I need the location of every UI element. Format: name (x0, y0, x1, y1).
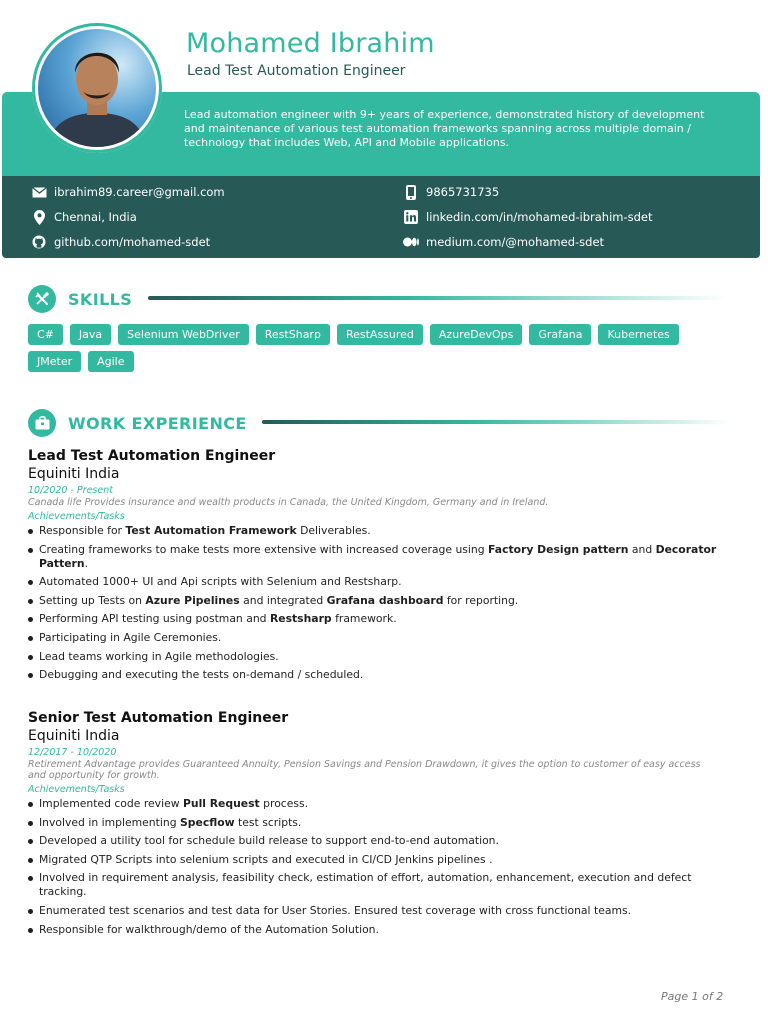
job-dates: 12/2017 - 10/2020 (28, 747, 117, 758)
medium-icon (403, 234, 419, 250)
skill-chip: AzureDevOps (430, 324, 522, 345)
skill-chip: Kubernetes (598, 324, 678, 345)
job-description: Canada life Provides insurance and wealth products in Canada, the United Kingdom, Germany and in Ireland. (28, 497, 549, 508)
task-item: Implemented code review Pull Request process. (28, 797, 738, 811)
contact-medium[interactable] (403, 234, 604, 250)
task-item: Developed a utility tool for schedule build release to support end-to-end automation. (28, 834, 738, 848)
contact-location (31, 209, 137, 225)
job-dates: 10/2020 - Present (28, 485, 113, 496)
contact-linkedin-text: linkedin.com/in/mohamed-ibrahim-sdet (426, 210, 653, 224)
skill-chip: JMeter (28, 351, 81, 372)
envelope-icon (31, 184, 47, 200)
candidate-role: Lead Test Automation Engineer (187, 63, 406, 79)
task-list (28, 797, 738, 937)
contact-phone-text: 9865731735 (426, 185, 500, 199)
work-experience-divider (262, 420, 732, 424)
location-pin-icon (31, 209, 47, 225)
phone-icon (403, 184, 419, 200)
achievements-label: Achievements/Tasks (28, 784, 125, 795)
skill-chip: C# (28, 324, 63, 345)
contact-linkedin[interactable] (403, 209, 653, 225)
task-item: Responsible for Test Automation Framework Deliverables. (28, 524, 738, 538)
profile-summary: Lead automation engineer with 9+ years of experience, demonstrated history of development and maintenance of various test automation frameworks spanning across multiple domain / technology that includes Web, API and Mobile applications. (184, 108, 705, 149)
task-item: Migrated QTP Scripts into selenium scripts and executed in CI/CD Jenkins pipelines . (28, 853, 738, 867)
contact-github-text: github.com/mohamed-sdet (54, 235, 211, 249)
task-item: Enumerated test scenarios and test data for User Stories. Ensured test coverage with cross functional teams. (28, 904, 738, 918)
contact-email-text: ibrahim89.career@gmail.com (54, 185, 225, 199)
contact-location-text: Chennai, India (54, 210, 137, 224)
task-item: Automated 1000+ UI and Api scripts with Selenium and Restsharp. (28, 575, 738, 589)
task-item: Creating frameworks to make tests more extensive with increased coverage using Factory Design pattern and Decorator Pattern. (28, 543, 738, 571)
skills-divider (148, 296, 728, 300)
work-experience-heading: WORK EXPERIENCE (68, 414, 247, 433)
page-number: Page 1 of 2 (661, 990, 724, 1003)
job-company: Equiniti India (28, 466, 120, 482)
task-item: Lead teams working in Agile methodologies. (28, 650, 738, 664)
task-list (28, 524, 738, 682)
task-item: Performing API testing using postman and Restsharp framework. (28, 612, 738, 626)
job-company: Equiniti India (28, 728, 120, 744)
skill-chip: Selenium WebDriver (118, 324, 249, 345)
skill-chip: RestAssured (337, 324, 423, 345)
task-item: Debugging and executing the tests on-demand / scheduled. (28, 668, 738, 682)
skill-chip: RestSharp (256, 324, 330, 345)
job-title: Lead Test Automation Engineer (28, 448, 276, 464)
skills-list (28, 324, 708, 372)
skill-chip: Grafana (529, 324, 591, 345)
job-description: Retirement Advantage provides Guaranteed Annuity, Pension Savings and Pension Drawdown, it gives the option to customer of easy access and opportunity for growth. (28, 759, 701, 781)
task-item: Responsible for walkthrough/demo of the Automation Solution. (28, 923, 738, 937)
briefcase-icon (28, 409, 56, 437)
job-entry (28, 710, 738, 941)
task-item: Involved in requirement analysis, feasibility check, estimation of effort, automation, enhancement, execution and defect tracking. (28, 871, 738, 899)
contact-email[interactable] (31, 184, 225, 200)
task-item: Involved in implementing Specflow test scripts. (28, 816, 738, 830)
contact-medium-text: medium.com/@mohamed-sdet (426, 235, 605, 249)
task-item: Setting up Tests on Azure Pipelines and integrated Grafana dashboard for reporting. (28, 594, 738, 608)
contact-github[interactable] (31, 234, 210, 250)
skill-chip: Agile (88, 351, 133, 372)
job-entry (28, 448, 738, 687)
candidate-name: Mohamed Ibrahim (186, 28, 435, 59)
skills-heading: SKILLS (68, 290, 133, 309)
avatar (32, 23, 162, 153)
skill-chip: Java (70, 324, 111, 345)
profile-photo (38, 29, 156, 147)
achievements-label: Achievements/Tasks (28, 511, 125, 522)
skills-icon (28, 285, 56, 313)
linkedin-icon (403, 209, 419, 225)
contact-phone[interactable] (403, 184, 499, 200)
task-item: Participating in Agile Ceremonies. (28, 631, 738, 645)
github-icon (31, 234, 47, 250)
job-title: Senior Test Automation Engineer (28, 710, 289, 726)
